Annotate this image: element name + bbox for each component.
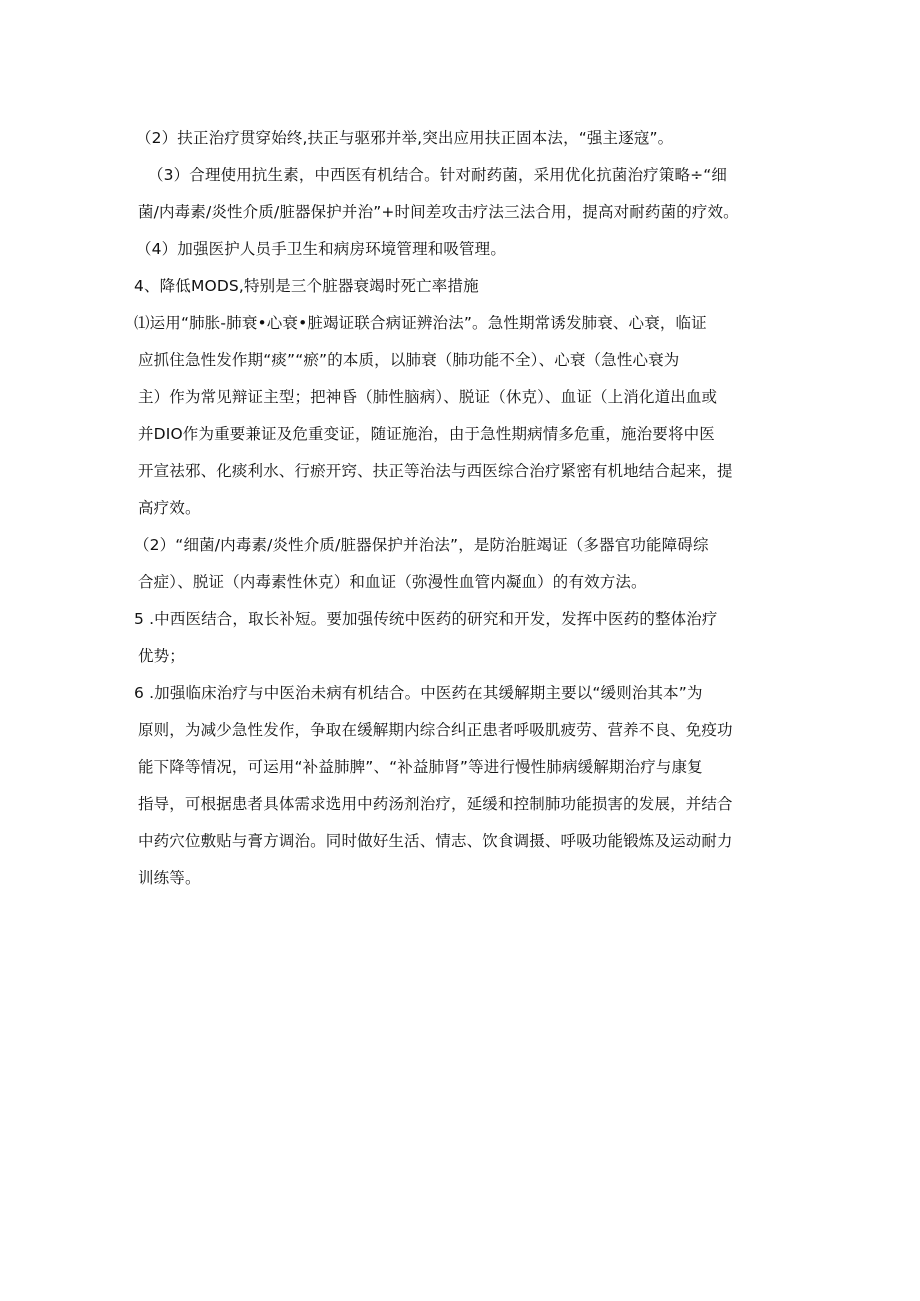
section-heading: 4、降低MODS,特别是三个脏器衰竭时死亡率措施	[134, 277, 479, 295]
text-line: 开宣祛邪、化痰利水、行瘀开窍、扶正等治法与西医综合治疗紧密有机地结合起来，提	[138, 462, 733, 480]
text-line: 并DIO作为重要兼证及危重变证，随证施治，由于急性期病情多危重，施治要将中医	[138, 425, 715, 443]
section-heading: 6 .加强临床治疗与中医治未病有机结合。中医药在其缓解期主要以“缓则治其本”为	[134, 684, 703, 702]
text-line: 菌/内毒素/炎性介质/脏器保护并治”+时间差攻击疗法三法合用，提高对耐药菌的疗效。	[138, 203, 739, 221]
text-line: 原则，为减少急性发作，争取在缓解期内综合纠正患者呼吸肌疲劳、营养不良、免疫功	[138, 721, 733, 739]
text-line: 指导，可根据患者具体需求选用中药汤剂治疗，延缓和控制肺功能损害的发展，并结合	[138, 795, 733, 813]
text-line: 训练等。	[138, 869, 201, 887]
text-line: 合症）、脱证（内毒素性休克）和血证（弥漫性血管内凝血）的有效方法。	[138, 573, 647, 591]
text-line: （3）合理使用抗生素，中西医有机结合。针对耐药菌，采用优化抗菌治疗策略÷“细	[148, 166, 728, 184]
text-line: 高疗效。	[138, 499, 201, 517]
text-line: （4）加强医护人员手卫生和病房环境管理和吸管理。	[136, 240, 506, 258]
text-line: 能下降等情况，可运用“补益肺脾”、“补益肺肾”等进行慢性肺病缓解期治疗与康复	[138, 758, 703, 776]
text-line: ⑴运用“肺胀-肺衰•心衰•脏竭证联合病证辨治法”。急性期常诱发肺衰、心衰，临证	[134, 314, 707, 332]
text-line: （2）扶正治疗贯穿始终,扶正与驱邪并举,突出应用扶正固本法，“强主逐寇”。	[136, 129, 674, 147]
text-line: 中药穴位敷贴与膏方调治。同时做好生活、情志、饮食调摄、呼吸功能锻炼及运动耐力	[138, 832, 733, 850]
text-line: 应抓住急性发作期“痰”“瘀”的本质，以肺衰（肺功能不全）、心衰（急性心衰为	[138, 351, 680, 369]
text-line: （2）“细菌/内毒素/炎性介质/脏器保护并治法”，是防治脏竭证（多器官功能障碍综	[134, 536, 709, 554]
text-line: 优势；	[138, 647, 185, 665]
text-line: 主）作为常见辩证主型；把神昏（肺性脑病）、脱证（休克）、血证（上消化道出血或	[138, 388, 718, 406]
section-heading: 5 .中西医结合，取长补短。要加强传统中医药的研究和开发，发挥中医药的整体治疗	[134, 610, 718, 628]
document-body	[134, 120, 808, 897]
